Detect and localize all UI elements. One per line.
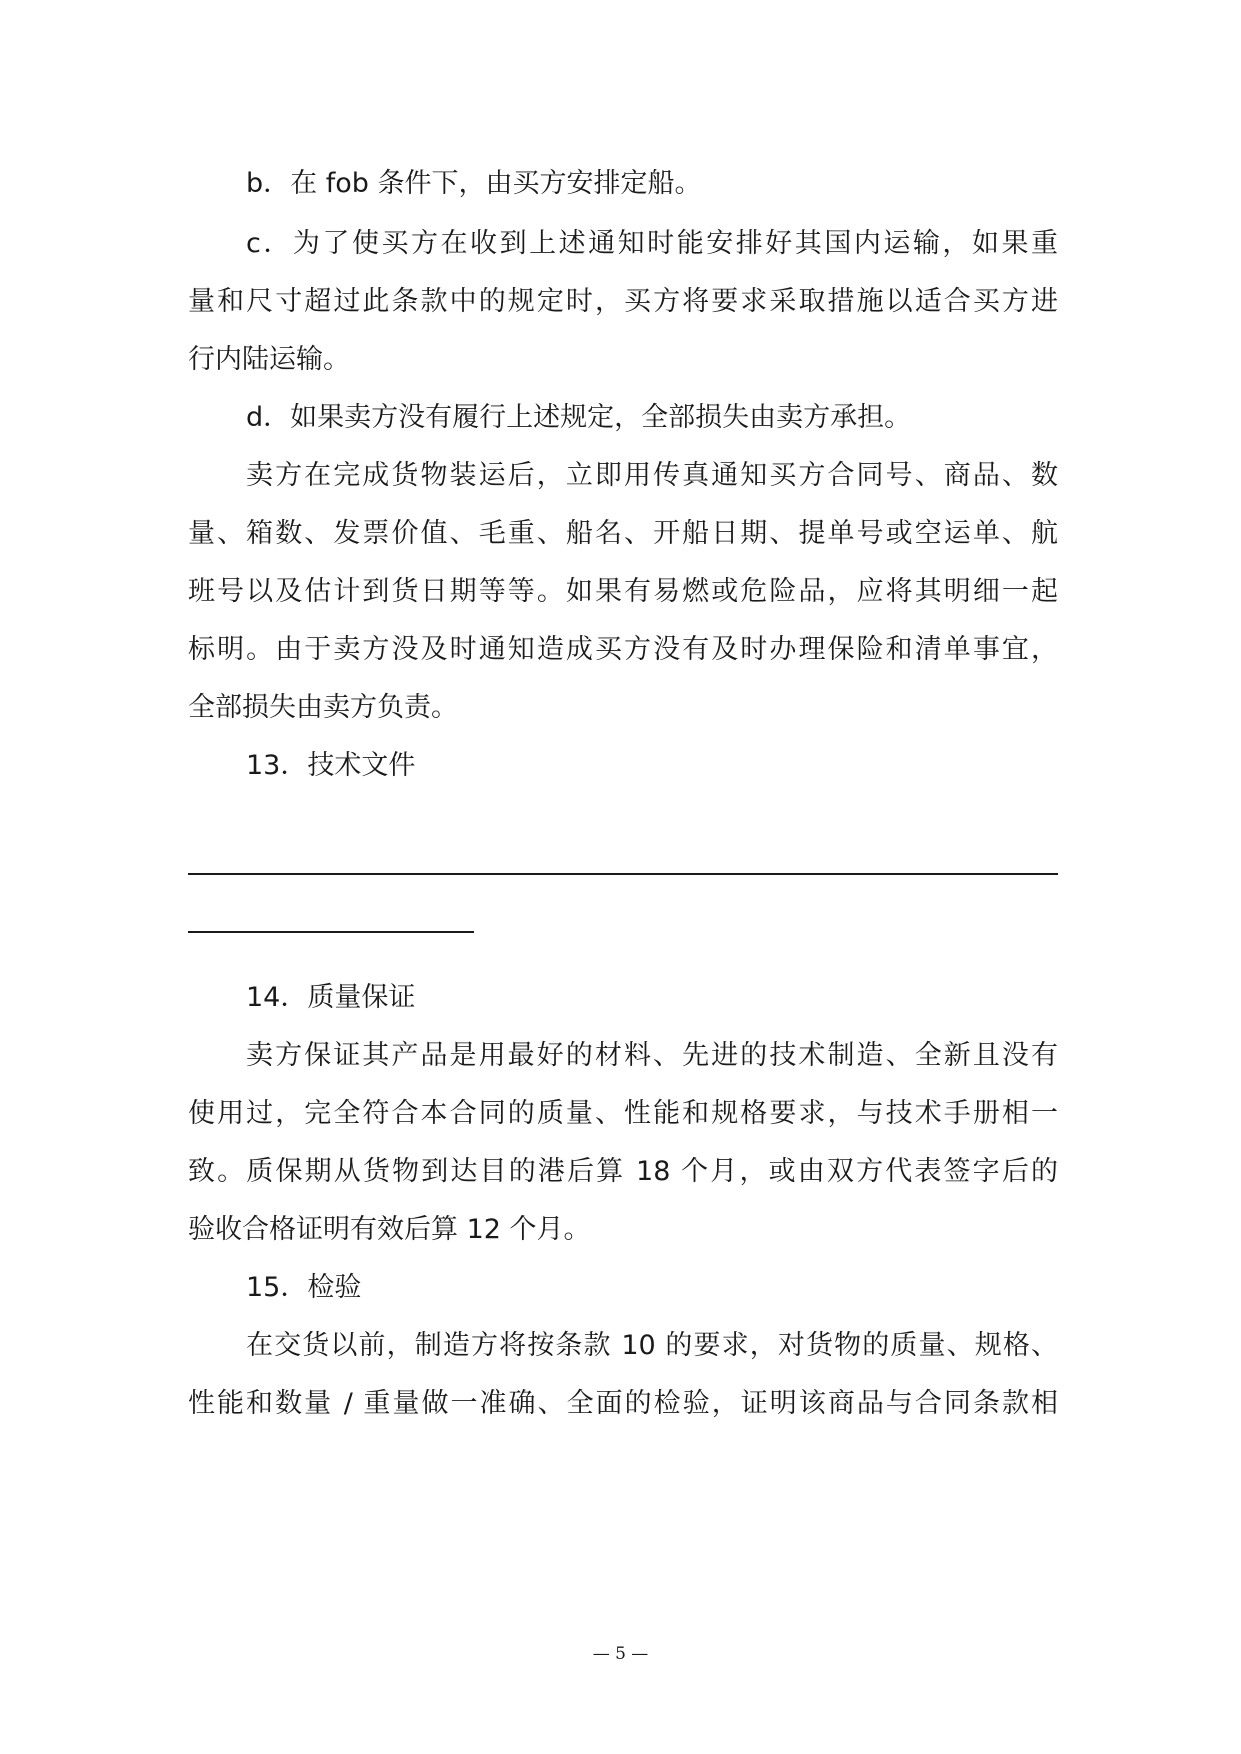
warranty-line-4: 验收合格证明有效后算 12 个月。 xyxy=(188,1214,591,1245)
blank-fill-line-2 xyxy=(188,931,474,933)
clause-12d-line: d．如果卖方没有履行上述规定，全部损失由卖方承担。 xyxy=(246,402,912,433)
section-14-heading: 14．质量保证 xyxy=(246,982,416,1013)
shipment-notice-line-1: 卖方在完成货物装运后，立即用传真通知买方合同号、商品、数 xyxy=(246,460,1058,491)
shipment-notice-line-5: 全部损失由卖方负责。 xyxy=(188,692,458,723)
shipment-notice-line-2: 量、箱数、发票价值、毛重、船名、开船日期、提单号或空运单、航 xyxy=(188,518,1058,549)
clause-12b-line: b．在 fob 条件下，由买方安排定船。 xyxy=(246,168,702,199)
clause-12c-line-3: 行内陆运输。 xyxy=(188,344,350,375)
blank-fill-line-1 xyxy=(188,873,1058,875)
shipment-notice-line-4: 标明。由于卖方没及时通知造成买方没有及时办理保险和清单事宜， xyxy=(188,634,1058,665)
warranty-line-2: 使用过，完全符合本合同的质量、性能和规格要求，与技术手册相一 xyxy=(188,1098,1058,1129)
page-number: — 5 — xyxy=(592,1644,649,1664)
inspection-line-1: 在交货以前，制造方将按条款 10 的要求，对货物的质量、规格、 xyxy=(246,1330,1058,1361)
clause-12c-line-1: c．为了使买方在收到上述通知时能安排好其国内运输，如果重 xyxy=(246,228,1058,259)
inspection-line-2: 性能和数量 / 重量做一准确、全面的检验，证明该商品与合同条款相 xyxy=(188,1388,1058,1419)
shipment-notice-line-3: 班号以及估计到货日期等等。如果有易燃或危险品，应将其明细一起 xyxy=(188,576,1058,607)
section-13-heading: 13．技术文件 xyxy=(246,750,416,781)
warranty-line-1: 卖方保证其产品是用最好的材料、先进的技术制造、全新且没有 xyxy=(246,1040,1058,1071)
warranty-line-3: 致。质保期从货物到达目的港后算 18 个月，或由双方代表签字后的 xyxy=(188,1156,1058,1187)
section-15-heading: 15．检验 xyxy=(246,1272,362,1303)
clause-12c-line-2: 量和尺寸超过此条款中的规定时，买方将要求采取措施以适合买方进 xyxy=(188,286,1058,317)
